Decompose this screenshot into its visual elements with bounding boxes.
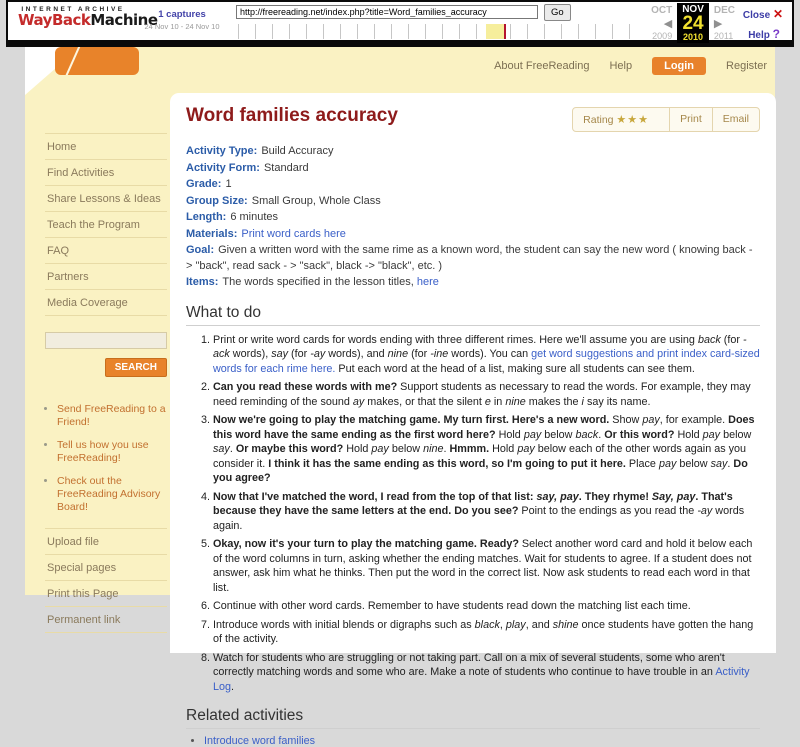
help-button[interactable]: Help ? bbox=[748, 27, 780, 41]
help-icon: ? bbox=[772, 27, 780, 41]
what-to-do-heading: What to do bbox=[186, 304, 760, 326]
steps-list bbox=[186, 333, 760, 695]
capture-marker-line bbox=[504, 24, 506, 39]
email-button[interactable]: Email bbox=[712, 108, 759, 131]
capture-highlight-cell[interactable] bbox=[486, 24, 504, 39]
wayback-machine-wordmark: WayBackMachine bbox=[18, 11, 158, 29]
send-to-friend-link[interactable]: • Send FreeReading to a Friend! bbox=[57, 403, 167, 429]
inline-link[interactable]: get word suggestions and print index card-sized words for each rime here. bbox=[213, 348, 760, 375]
step-8: 8. Watch for students who are struggling or not taking part. Call on a mix of several students, some who aren't correctly matching words and some who are. Make a note of students who continue to have trouble in an Activity Log. bbox=[213, 651, 760, 695]
sidebar bbox=[45, 133, 167, 633]
sidebar-item-partners[interactable]: Partners bbox=[45, 264, 167, 290]
tell-us-link[interactable]: • Tell us how you use FreeReading! bbox=[57, 439, 167, 465]
internet-archive-label: INTERNET ARCHIVE bbox=[21, 6, 125, 13]
captures-count[interactable]: 1 captures bbox=[158, 9, 206, 20]
site-page bbox=[25, 47, 775, 747]
freereading-logo[interactable] bbox=[55, 47, 139, 75]
day-current: 24 bbox=[682, 13, 704, 34]
promo-link-list bbox=[45, 403, 167, 514]
article-card bbox=[170, 93, 776, 747]
sidebar-item-faq[interactable]: FAQ bbox=[45, 238, 167, 264]
step-4: 4. Now that I've matched the word, I read from the top of that list: say, pay. They rhyme! Say, pay. That's because they have the same letters at the end. Do you see? Point to the endings as you read the -ay words again. bbox=[213, 490, 760, 534]
sidebar-item-find-activities[interactable]: Find Activities bbox=[45, 160, 167, 186]
login-button[interactable]: Login bbox=[652, 57, 706, 75]
special-pages-link[interactable]: Special pages bbox=[45, 555, 167, 581]
step-7: 7. Introduce words with initial blends or digraphs such as black, play, and shine once students have gotten the hang of the activity. bbox=[213, 618, 760, 647]
register-link[interactable]: Register bbox=[726, 60, 767, 72]
month-next[interactable]: DEC bbox=[713, 5, 735, 16]
meta-length: Length: 6 minutes bbox=[186, 211, 279, 223]
related-activities-heading: Related activities bbox=[186, 707, 760, 729]
step-5: 5. Okay, now it's your turn to play the matching game. Ready? Select another word card and hold it below each of the word columns in turn, asking whether the ending matches. Wait for students to agree. If a student does not answer, ask him what he thinks. Then put the word in the correct list. Now ask students to read each word in that list. bbox=[213, 537, 760, 595]
wayback-logo[interactable] bbox=[18, 6, 158, 29]
step-1: 1. Print or write word cards for words ending with three different rimes. Here we'll assume you are using back (for -ack words), say (for -ay words), and nine (for -ine words). You can get word suggestions and print index card-sized words for each rime here. Put each word at the head of a list, making sure all students can see them. bbox=[213, 333, 760, 377]
month-prev[interactable]: OCT bbox=[651, 5, 673, 16]
permanent-link[interactable]: Permanent link bbox=[45, 607, 167, 633]
go-button[interactable]: Go bbox=[544, 4, 571, 21]
search-input[interactable] bbox=[45, 332, 167, 349]
current-capture-date bbox=[677, 3, 709, 43]
meta-materials: Materials: Print word cards here bbox=[186, 227, 346, 240]
step-3: 3. Now we're going to play the matching game. My turn first. Here's a new word. Show pay, for example. Does this word have the same ending as the first word here? Hold pay below back. Or this word? Hold pay below say. Or maybe this word? Hold pay below nine. Hmmm. Hold pay below each of the other words again as you consider it. I think it has the same ending as this word, so I'm going to put it here. Place pay below say. Do you agree? bbox=[213, 413, 760, 486]
about-freereading-link[interactable]: About FreeReading bbox=[494, 60, 590, 72]
sidebar-item-home[interactable]: Home bbox=[45, 133, 167, 160]
introduce-word-families-link[interactable]: Introduce word families bbox=[204, 735, 316, 747]
upload-file-link[interactable]: Upload file bbox=[45, 529, 167, 555]
meta-activity-type: Activity Type: Build Accuracy bbox=[186, 145, 334, 157]
meta-group-size: Group Size: Small Group, Whole Class bbox=[186, 194, 381, 207]
sidebar-item-teach-program[interactable]: Teach the Program bbox=[45, 212, 167, 238]
step-6: 6. Continue with other word cards. Remember to have students read down the matching list each time. bbox=[213, 599, 760, 614]
close-toolbar-button[interactable]: Close ✕ bbox=[742, 7, 783, 21]
inline-link[interactable]: Print word cards here bbox=[241, 227, 346, 240]
prev-capture-arrow-icon[interactable]: ◀ bbox=[663, 17, 673, 30]
step-2: 2. Can you read these words with me? Support students as necessary to read the words. For example, they may need reminding of the sound ay makes, or that the silent e in nine makes the i say its name. bbox=[213, 380, 760, 409]
sidebar-item-media-coverage[interactable]: Media Coverage bbox=[45, 290, 167, 316]
article-action-bar bbox=[572, 107, 760, 132]
rating-control: Rating ★★★ bbox=[583, 114, 650, 126]
site-header-nav bbox=[494, 57, 767, 75]
meta-goal: Goal: Given a written word with the same rime as a known word, the student can say the new word ( knowing back - > "back", read sack - > "sack", black -> "black", etc. ) bbox=[186, 244, 753, 272]
capture-timeline[interactable] bbox=[238, 24, 646, 39]
inline-link[interactable]: here bbox=[416, 276, 439, 288]
rating-stars-icon[interactable]: ★★★ bbox=[616, 114, 650, 126]
inline-link[interactable]: Activity Log bbox=[213, 666, 750, 693]
captures-date-range: 24 Nov 10 - 24 Nov 10 bbox=[144, 22, 220, 31]
year-next[interactable]: 2011 bbox=[713, 31, 734, 41]
year-current: 2010 bbox=[683, 32, 704, 42]
next-capture-arrow-icon[interactable]: ▶ bbox=[713, 17, 723, 30]
print-button[interactable]: Print bbox=[669, 108, 712, 131]
close-icon: ✕ bbox=[772, 7, 783, 21]
activity-meta bbox=[186, 144, 760, 291]
wayback-toolbar bbox=[6, 0, 794, 47]
advisory-board-link[interactable]: • Check out the FreeReading Advisory Board! bbox=[57, 475, 167, 514]
meta-grade: Grade: 1 bbox=[186, 178, 232, 190]
date-navigator bbox=[648, 3, 738, 43]
site-help-link[interactable]: Help bbox=[609, 60, 633, 72]
month-current: NOV bbox=[682, 4, 704, 15]
related-activities-list bbox=[186, 735, 760, 747]
search-button[interactable]: SEARCH bbox=[105, 358, 167, 377]
captures-summary bbox=[130, 9, 234, 31]
wayback-url-input[interactable] bbox=[236, 5, 538, 19]
meta-activity-form: Activity Form: Standard bbox=[186, 161, 309, 174]
page-title: Word families accuracy bbox=[186, 105, 398, 126]
print-this-page-link[interactable]: Print this Page bbox=[45, 581, 167, 607]
sidebar-item-share-lessons[interactable]: Share Lessons & Ideas bbox=[45, 186, 167, 212]
meta-items: Items: The words specified in the lesson titles, here bbox=[186, 276, 439, 288]
year-prev[interactable]: 2009 bbox=[652, 31, 673, 41]
